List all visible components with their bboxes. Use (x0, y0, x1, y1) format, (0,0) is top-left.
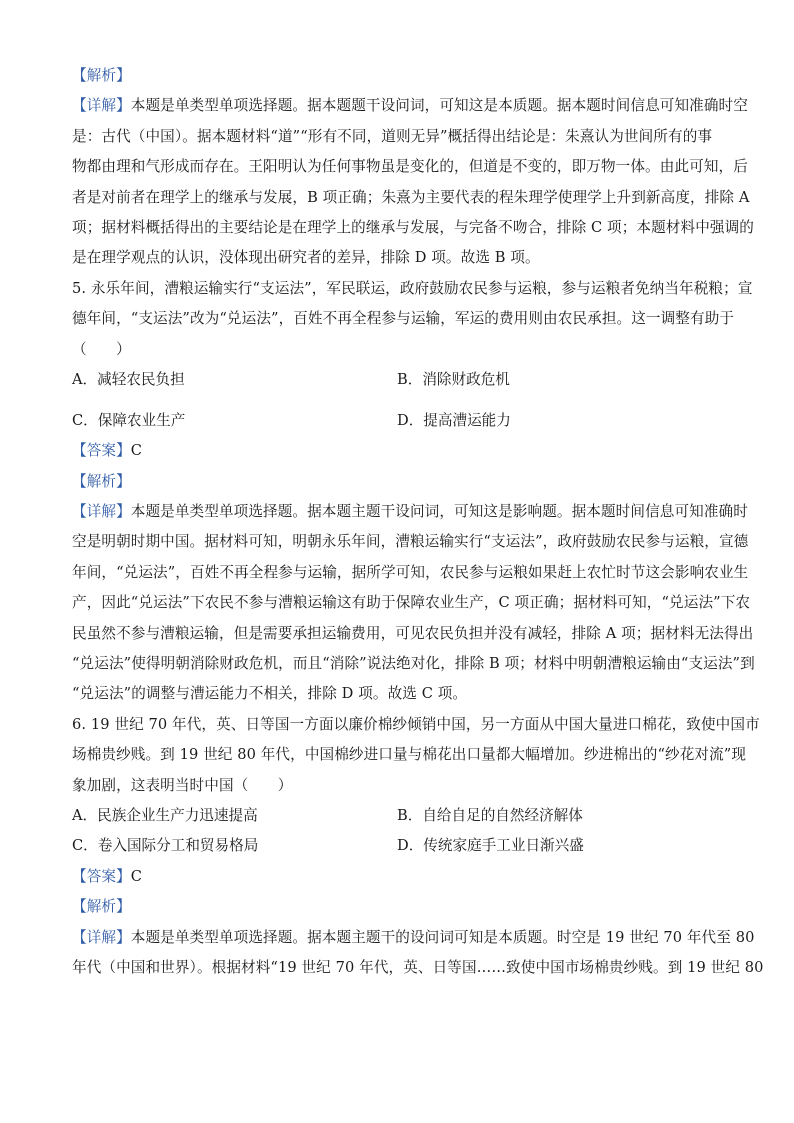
q5-answer-tag: 【答案】 (72, 442, 131, 460)
q5-detail-line-5: 民虽然不参与漕粮运输，但是需要承担运输费用，可见农民负担并没有减轻，排除 A 项；据材料无法得出 (72, 624, 754, 642)
q6-option-d: D．传统家庭手工业日渐兴盛 (397, 837, 584, 855)
q6-stem-line-2: 场棉贵纱贱。到 19 世纪 80 年代，中国棉纱进口量与棉花出口量都大幅增加。纱进棉出的“纱花对流”现 (72, 746, 747, 764)
q4-detail-line-2: 是：古代（中国）。据本题材料“道”“形有不同，道则无异”概括得出结论是：朱熹认为世间所有的事 (72, 127, 713, 145)
q6-stem-line-3: 象加剧，这表明当时中国（ ） (72, 776, 293, 794)
q6-option-a: A．民族企业生产力迅速提高 (72, 806, 258, 824)
q4-analysis-heading: 【解析】 (72, 67, 131, 84)
q6-options-row-1 (72, 804, 724, 827)
q5-detail-line-6: “兑运法”使得明朝消除财政危机，而且“消除”说法绝对化，排除 B 项；材料中明朝漕粮运输由“支运法”到 (72, 655, 755, 673)
q5-analysis-heading: 【解析】 (72, 472, 131, 490)
q6-answer-line (72, 865, 724, 888)
q5-detail-tag: 【详解】 (72, 503, 131, 521)
q5-stem-line-3: （ ） (72, 340, 131, 358)
q6-detail-line-1: 【详解】本题是单类型单项选择题。据本题主题干的设问词可知是本质题。时空是 19 世纪 70 年代至 80 (72, 928, 755, 946)
q4-detail-line-1: 【详解】本题是单类型单项选择题。据本题题干设问词，可知这是本质题。据本题时间信息可知准确时空 (72, 97, 748, 115)
q6-options-row-2 (72, 834, 724, 857)
q6-option-c: C．卷入国际分工和贸易格局 (72, 837, 259, 855)
q4-detail-line-3: 物都由理和气形成而存在。王阳明认为任何事物虽是变化的，但道是不变的，即万物一体。由此可知，后 (72, 158, 748, 176)
q5-answer-value: C (130, 442, 143, 460)
q5-options-row-2 (72, 409, 724, 432)
q4-detail-tag: 【详解】 (72, 97, 131, 115)
q6-option-b: B．自给自足的自然经济解体 (397, 806, 583, 824)
q6-stem-line-1: 6. 19 世纪 70 年代，英、日等国一方面以廉价棉纱倾销中国，另一方面从中国大量进口棉花，致使中国市 (72, 715, 760, 733)
q5-stem-line-1: 5. 永乐年间，漕粮运输实行“支运法”，军民联运，政府鼓励农民参与运粮，参与运粮者免纳当年税粮；宣 (72, 279, 753, 297)
q5-answer-line (72, 439, 724, 462)
q6-detail-tag: 【详解】 (72, 928, 131, 946)
q5-detail-line-1: 【详解】本题是单类型单项选择题。据本题主题干设问词，可知这是影响题。据本题时间信息可知准确时 (72, 503, 748, 521)
q5-detail-line-2: 空是明朝时期中国。据材料可知，明朝永乐年间，漕粮运输实行“支运法”，政府鼓励农民参与运粮，宣德 (72, 533, 749, 551)
q5-options-row-1 (72, 368, 724, 391)
document-page (72, 64, 764, 986)
q6-analysis-heading: 【解析】 (72, 898, 131, 916)
q5-stem-line-2: 德年间，“支运法”改为“兑运法”，百姓不再全程参与运输，军运的费用则由农民承担。这一调整有助于 (72, 310, 735, 328)
q4-detail-line-5: 项；据材料概括得出的主要结论是在理学上的继承与发展，与完备不吻合，排除 C 项；本题材料中强调的 (72, 218, 754, 236)
q5-detail-line-3: 年间，“兑运法”，百姓不再全程参与运输，据所学可知，农民参与运粮如果赶上农忙时节这会影响农业生 (72, 563, 749, 581)
q5-option-d: D．提高漕运能力 (397, 411, 511, 429)
q5-detail-line-4: 产，因此“兑运法”下农民不参与漕粮运输这有助于保障农业生产，C 项正确；据材料可知，“兑运法”下农 (72, 594, 751, 612)
q4-detail-line-4: 者是对前者在理学上的继承与发展，B 项正确；朱熹为主要代表的程朱理学使理学上升到新高度，排除 A (72, 188, 750, 206)
q5-option-c: C．保障农业生产 (72, 411, 186, 429)
q4-detail-line-6: 是在理学观点的认识，没体现出研究者的差异，排除 D 项。故选 B 项。 (72, 249, 540, 267)
q5-option-a: A．减轻农民负担 (72, 370, 185, 388)
q5-option-b: B．消除财政危机 (397, 370, 510, 388)
q6-answer-tag: 【答案】 (72, 867, 131, 885)
q6-answer-value: C (130, 867, 143, 885)
q6-detail-line-2: 年代（中国和世界）。根据材料“19 世纪 70 年代，英、日等国……致使中国市场棉贵纱贱。到 19 世纪 80 (72, 958, 764, 976)
q5-detail-line-7: “兑运法”的调整与漕运能力不相关，排除 D 项。故选 C 项。 (72, 685, 468, 703)
